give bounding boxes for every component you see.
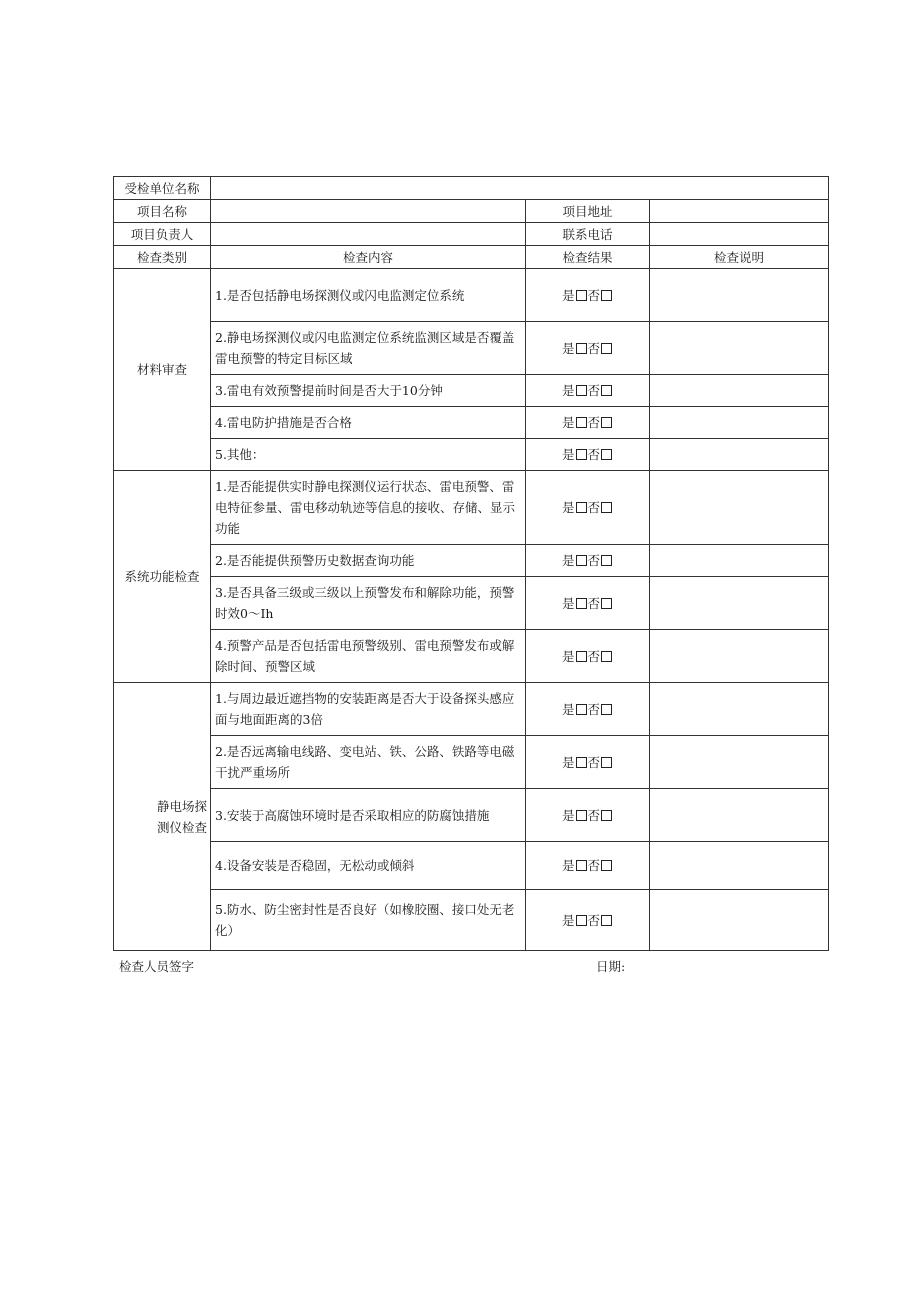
yes-checkbox[interactable] [576, 810, 587, 821]
no-checkbox[interactable] [601, 502, 612, 513]
yes-label: 是 [561, 858, 575, 873]
table-row [114, 375, 829, 407]
remarks-cell[interactable] [650, 789, 829, 842]
yes-label: 是 [561, 807, 575, 823]
yes-checkbox[interactable] [576, 915, 587, 926]
yes-label: 是 [561, 912, 575, 928]
remarks-cell[interactable] [650, 683, 829, 736]
yes-checkbox[interactable] [576, 417, 587, 428]
category-cell: 静电场探测仪检查 [114, 683, 211, 951]
no-label: 否 [587, 858, 601, 873]
phone-value-cell[interactable] [650, 223, 829, 246]
result-cell [526, 269, 650, 322]
no-label: 否 [587, 415, 601, 430]
remarks-cell[interactable] [650, 471, 829, 545]
result-cell [526, 471, 650, 545]
remarks-cell[interactable] [650, 322, 829, 375]
check-item-text: 3.雷电有效预警提前时间是否大于10分钟 [211, 375, 526, 407]
project-address-value-cell[interactable] [650, 200, 829, 223]
result-cell [526, 683, 650, 736]
yes-label: 是 [561, 553, 575, 568]
remarks-cell[interactable] [650, 842, 829, 890]
check-item-text: 2.是否远离输电线路、变电站、铁、公路、铁路等电磁干扰严重场所 [211, 736, 526, 789]
remarks-cell[interactable] [650, 630, 829, 683]
no-label: 否 [587, 447, 601, 462]
yes-label: 是 [561, 500, 575, 515]
no-checkbox[interactable] [601, 417, 612, 428]
table-row [114, 736, 829, 789]
no-checkbox[interactable] [601, 290, 612, 301]
result-cell [526, 545, 650, 577]
unit-row [114, 177, 829, 200]
no-label: 否 [587, 701, 601, 717]
table-row [114, 842, 829, 890]
check-item-text: 3.安装于高腐蚀环境时是否采取相应的防腐蚀措施 [211, 789, 526, 842]
no-checkbox[interactable] [601, 757, 612, 768]
no-label: 否 [587, 754, 601, 770]
table-row [114, 407, 829, 439]
unit-label: 受检单位名称 [114, 177, 211, 200]
check-item-text: 4.设备安装是否稳固，无松动或倾斜 [211, 842, 526, 890]
no-checkbox[interactable] [601, 860, 612, 871]
yes-checkbox[interactable] [576, 290, 587, 301]
project-name-label: 项目名称 [114, 200, 211, 223]
check-item-text: 4.雷电防护措施是否合格 [211, 407, 526, 439]
check-item-text: 4.预警产品是否包括雷电预警级别、雷电预警发布或解除时间、预警区域 [211, 630, 526, 683]
table-row [114, 789, 829, 842]
yes-label: 是 [561, 595, 575, 611]
result-cell [526, 407, 650, 439]
no-checkbox[interactable] [601, 598, 612, 609]
check-item-text: 3.是否具备三级或三级以上预警发布和解除功能，预警时效0～Ih [211, 577, 526, 630]
yes-checkbox[interactable] [576, 598, 587, 609]
result-cell [526, 439, 650, 471]
project-lead-value-cell[interactable] [211, 223, 526, 246]
date-label: 日期: [596, 959, 626, 974]
yes-label: 是 [561, 340, 575, 356]
result-cell [526, 630, 650, 683]
col-result: 检查结果 [526, 246, 650, 269]
yes-checkbox[interactable] [576, 343, 587, 354]
project-lead-label: 项目负责人 [114, 223, 211, 246]
table-row [114, 890, 829, 951]
phone-label: 联系电话 [526, 223, 650, 246]
table-row [114, 545, 829, 577]
remarks-cell[interactable] [650, 439, 829, 471]
remarks-cell[interactable] [650, 577, 829, 630]
yes-label: 是 [561, 447, 575, 462]
yes-checkbox[interactable] [576, 385, 587, 396]
project-address-label: 项目地址 [526, 200, 650, 223]
remarks-cell[interactable] [650, 375, 829, 407]
table-row [114, 322, 829, 375]
col-category: 检查类别 [114, 246, 211, 269]
table-row [114, 439, 829, 471]
yes-label: 是 [561, 754, 575, 770]
inspector-signature-label: 检查人员签字 [119, 959, 195, 974]
remarks-cell[interactable] [650, 736, 829, 789]
result-cell [526, 789, 650, 842]
yes-checkbox[interactable] [576, 704, 587, 715]
table-row [114, 269, 829, 322]
yes-label: 是 [561, 648, 575, 664]
category-cell: 系统功能检查 [114, 471, 211, 683]
check-item-text: 1.与周边最近遮挡物的安装距离是否大于设备探头感应面与地面距离的3倍 [211, 683, 526, 736]
yes-label: 是 [561, 287, 575, 303]
no-label: 否 [587, 553, 601, 568]
no-checkbox[interactable] [601, 555, 612, 566]
result-cell [526, 736, 650, 789]
yes-checkbox[interactable] [576, 449, 587, 460]
table-row [114, 630, 829, 683]
no-checkbox[interactable] [601, 343, 612, 354]
check-item-text: 1.是否能提供实时静电探测仪运行状态、雷电预警、雷电特征参量、雷电移动轨迹等信息的接收、存储、显示功能 [211, 471, 526, 545]
yes-checkbox[interactable] [576, 860, 587, 871]
no-checkbox[interactable] [601, 915, 612, 926]
no-label: 否 [587, 595, 601, 611]
inspection-form-table [113, 176, 829, 951]
remarks-cell[interactable] [650, 269, 829, 322]
check-item-text: 2.静电场探测仪或闪电监测定位系统监测区域是否覆盖雷电预警的特定目标区域 [211, 322, 526, 375]
result-cell [526, 890, 650, 951]
project-name-row [114, 200, 829, 223]
project-lead-row [114, 223, 829, 246]
no-label: 否 [587, 500, 601, 515]
no-label: 否 [587, 383, 601, 398]
yes-label: 是 [561, 383, 575, 398]
no-label: 否 [587, 340, 601, 356]
col-content: 检查内容 [211, 246, 526, 269]
col-remarks: 检查说明 [650, 246, 829, 269]
result-cell [526, 322, 650, 375]
check-item-text: 1.是否包括静电场探测仪或闪电监测定位系统 [211, 269, 526, 322]
result-cell [526, 375, 650, 407]
remarks-cell[interactable] [650, 407, 829, 439]
category-cell: 材料审查 [114, 269, 211, 471]
no-label: 否 [587, 648, 601, 664]
yes-checkbox[interactable] [576, 651, 587, 662]
yes-label: 是 [561, 701, 575, 717]
yes-checkbox[interactable] [576, 757, 587, 768]
no-checkbox[interactable] [601, 651, 612, 662]
project-name-value-cell[interactable] [211, 200, 526, 223]
no-checkbox[interactable] [601, 449, 612, 460]
remarks-cell[interactable] [650, 545, 829, 577]
no-checkbox[interactable] [601, 385, 612, 396]
result-cell [526, 577, 650, 630]
table-row [114, 577, 829, 630]
no-checkbox[interactable] [601, 810, 612, 821]
table-row [114, 471, 829, 545]
no-label: 否 [587, 287, 601, 303]
yes-label: 是 [561, 415, 575, 430]
unit-value-cell[interactable] [211, 177, 829, 200]
column-header-row [114, 246, 829, 269]
result-cell [526, 842, 650, 890]
remarks-cell[interactable] [650, 890, 829, 951]
yes-checkbox[interactable] [576, 502, 587, 513]
check-item-text: 2.是否能提供预警历史数据查询功能 [211, 545, 526, 577]
no-checkbox[interactable] [601, 704, 612, 715]
no-label: 否 [587, 807, 601, 823]
table-row [114, 683, 829, 736]
yes-checkbox[interactable] [576, 555, 587, 566]
check-item-text: 5.其他： [211, 439, 526, 471]
no-label: 否 [587, 912, 601, 928]
check-item-text: 5.防水、防尘密封性是否良好（如橡胶圈、接口处无老化） [211, 890, 526, 951]
